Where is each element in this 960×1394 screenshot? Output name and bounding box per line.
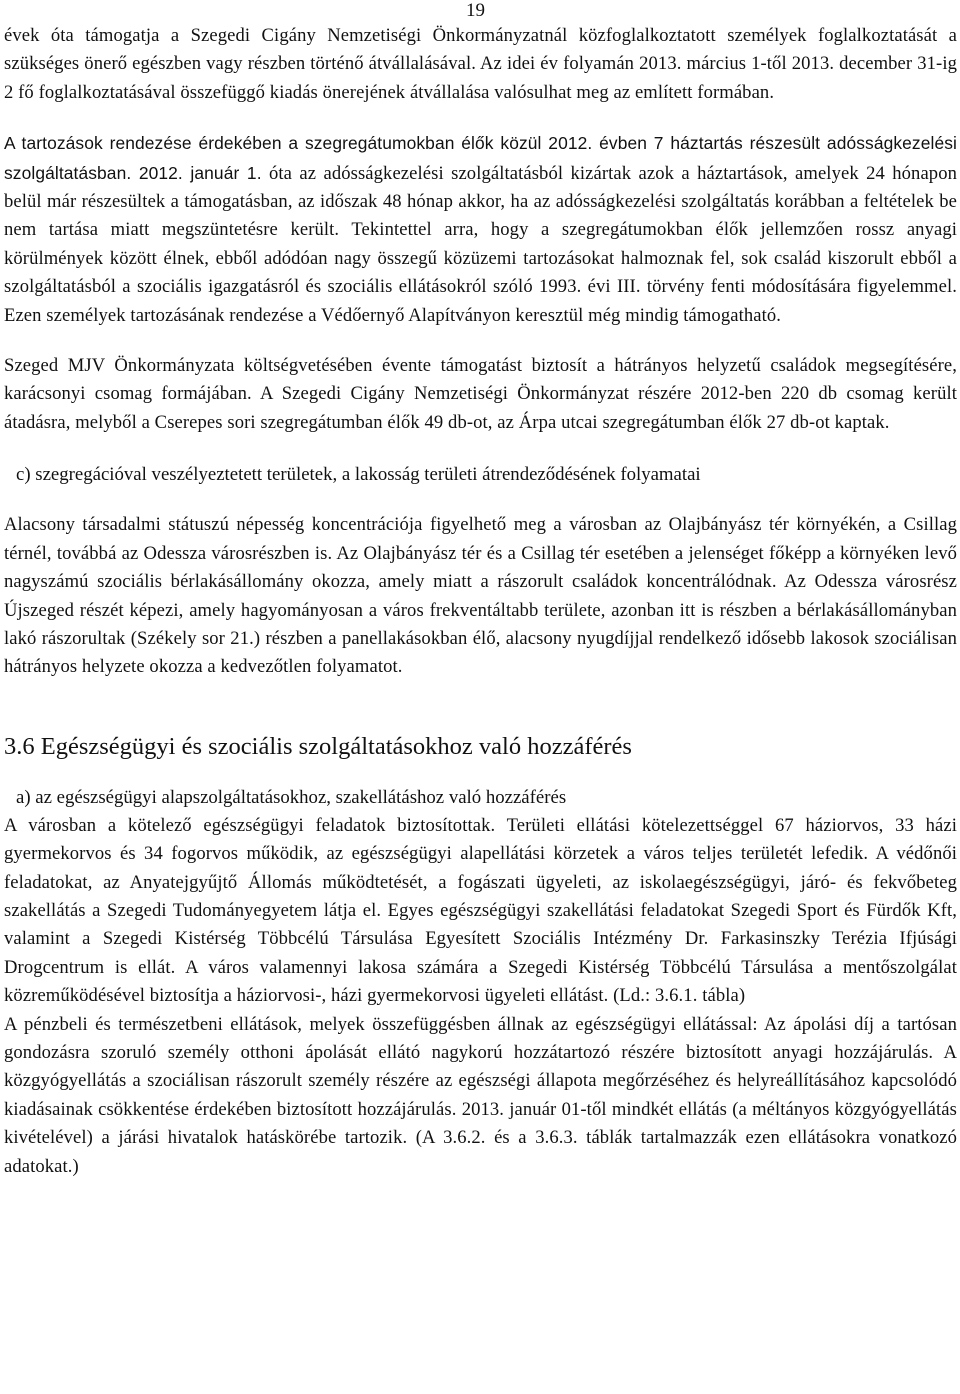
paragraph-2 — [4, 129, 957, 330]
section-heading: 3.6 Egészségügyi és szociális szolgáltatásokhoz való hozzáférés — [4, 732, 632, 760]
paragraph-2-sans-run: A tartozások rendezése érdekében a szegregátumokban élők közül 2012. évben 7 háztartás részesült adósságkezelési szolgáltatásban. 2012. január 1. — [4, 133, 957, 183]
subheading-a: a) az egészségügyi alapszolgáltatásokhoz, szakellátáshoz való hozzáférés — [16, 786, 567, 808]
page-number: 19 — [466, 0, 485, 21]
document-body — [4, 22, 957, 1181]
paragraph-6: A pénzbeli és természetbeni ellátások, melyek összefüggésben állnak az egészségügyi ellátással: Az ápolási díj a tartósan gondozásra szoruló személy otthoni ápolását ellátó nagykorú hozzátartozó részére biztosított anyagi hozzájárulás. A közgyógyellátás a szociálisan rászorult személy részére az egészségi állapota megőrzéséhez és helyreállításához kapcsolódó kiadásainak csökkentése érdekében biztosított hozzájárulás. 2013. január 01-től mindkét ellátás (a méltányos közgyógyellátás kivételével) a járási hivatalok hatáskörébe tartozik. (A 3.6.2. és a 3.6.3. táblák tartalmazzák ezen ellátásokra vonatkozó adatokat.) — [4, 1013, 957, 1177]
paragraph-2-serif-run: óta az adósságkezelési szolgáltatásból kizártak azok a háztartások, amelyek 24 hónapon belül már részesültek a támogatásban, az időszak 48 hónap akkor, ha az adósságkezelési szolgáltatás korábban a feltételek be nem tartása miatt megszüntetésre került. Tekintettel arra, hogy a szegregátumokban élők jellemzően rossz anyagi körülmények között élnek, ebből adódóan nagy összegű közüzemi tartozásokat halmoznak fel, sok család kiszorult ebből a szolgáltatásból a szociális igazgatásról és szociális ellátásokról szóló 1993. évi III. törvény fenti módosítására figyelemmel. Ezen személyek tartozásának rendezése a Védőernyő Alapítványon keresztül még mindig támogatható. — [4, 162, 957, 326]
paragraph-5: A városban a kötelező egészségügyi feladatok biztosítottak. Területi ellátási kötelezettséggel 67 háziorvos, 33 házi gyermekorvos és 34 fogorvos működik, az egészségügyi alapellátási körzetek a város teljes területét lefedik. A védőnői feladatokat, az Anyatejgyűjtő Állomás működtetését, a fogászati ügyeleti, az iskolaegészségügyi, járó- és fekvőbeteg szakellátás a Szegedi Tudományegyetem látja el. Egyes egészségügyi szakellátási feladatokat Szegedi Sport és Fürdők Kft, valamint a Szegedi Kistérség Többcélú Társulása Egyesített Szociális Intézmény Dr. Farkasinszky Terézia Ifjúsági Drogcentrum is ellát. A város valamennyi lakosa számára a Szegedi Kistérség Többcélú Társulása a mentőszolgálat közreműködésével biztosítja a háziorvosi-, házi gyermekorvosi ügyeleti ellátást. (Ld.: 3.6.1. tábla) — [4, 814, 957, 1007]
paragraph-3: Szeged MJV Önkormányzata költségvetésében évente támogatást biztosít a hátrányos helyzetű családok megsegítésére, karácsonyi csomag formájában. A Szegedi Cigány Nemzetiségi Önkormányzat részére 2012-ben 220 db csomag került átadásra, melyből a Cserepes sori szegregátumban élők 49 db-ot, az Árpa utcai szegregátumban élők 27 db-ot kaptak. — [4, 355, 957, 433]
subheading-c: c) szegregációval veszélyeztetett területek, a lakosság területi átrendeződésének folyamatai — [16, 464, 701, 486]
paragraph-1: évek óta támogatja a Szegedi Cigány Nemzetiségi Önkormányzatnál közfoglalkoztatott személyek foglalkoztatását a szükséges önerő egészben vagy részben történő átvállalásával. Az idei év folyamán 2013. március 1-től 2013. december 31-ig 2 fő foglalkoztatásával összefüggő kiadás önerejének átvállalása valósulhat meg az említett formában. — [4, 25, 957, 103]
paragraph-4: Alacsony társadalmi státuszú népesség koncentrációja figyelhető meg a városban az Olajbányász tér környékén, a Csillag térnél, továbbá az Odessza városrészben is. Az Olajbányász tér és a Csillag tér esetében a jelenséget főképp a környéken levő nagyszámú szociális bérlakásállomány okozza, amely miatt a rászorult családok koncentrálódnak. Az Odessza városrész Újszeged részét képezi, amely hagyományosan a város frekventáltabb területe, azonban itt is részben a bérlakásállományban lakó rászorultak (Székely sor 21.) részben a panellakásokban élő, alacsony nyugdíjjal rendelkező idősebb lakosok szociálisan hátrányos helyzete okozza a kedvezőtlen folyamatot. — [4, 514, 957, 678]
